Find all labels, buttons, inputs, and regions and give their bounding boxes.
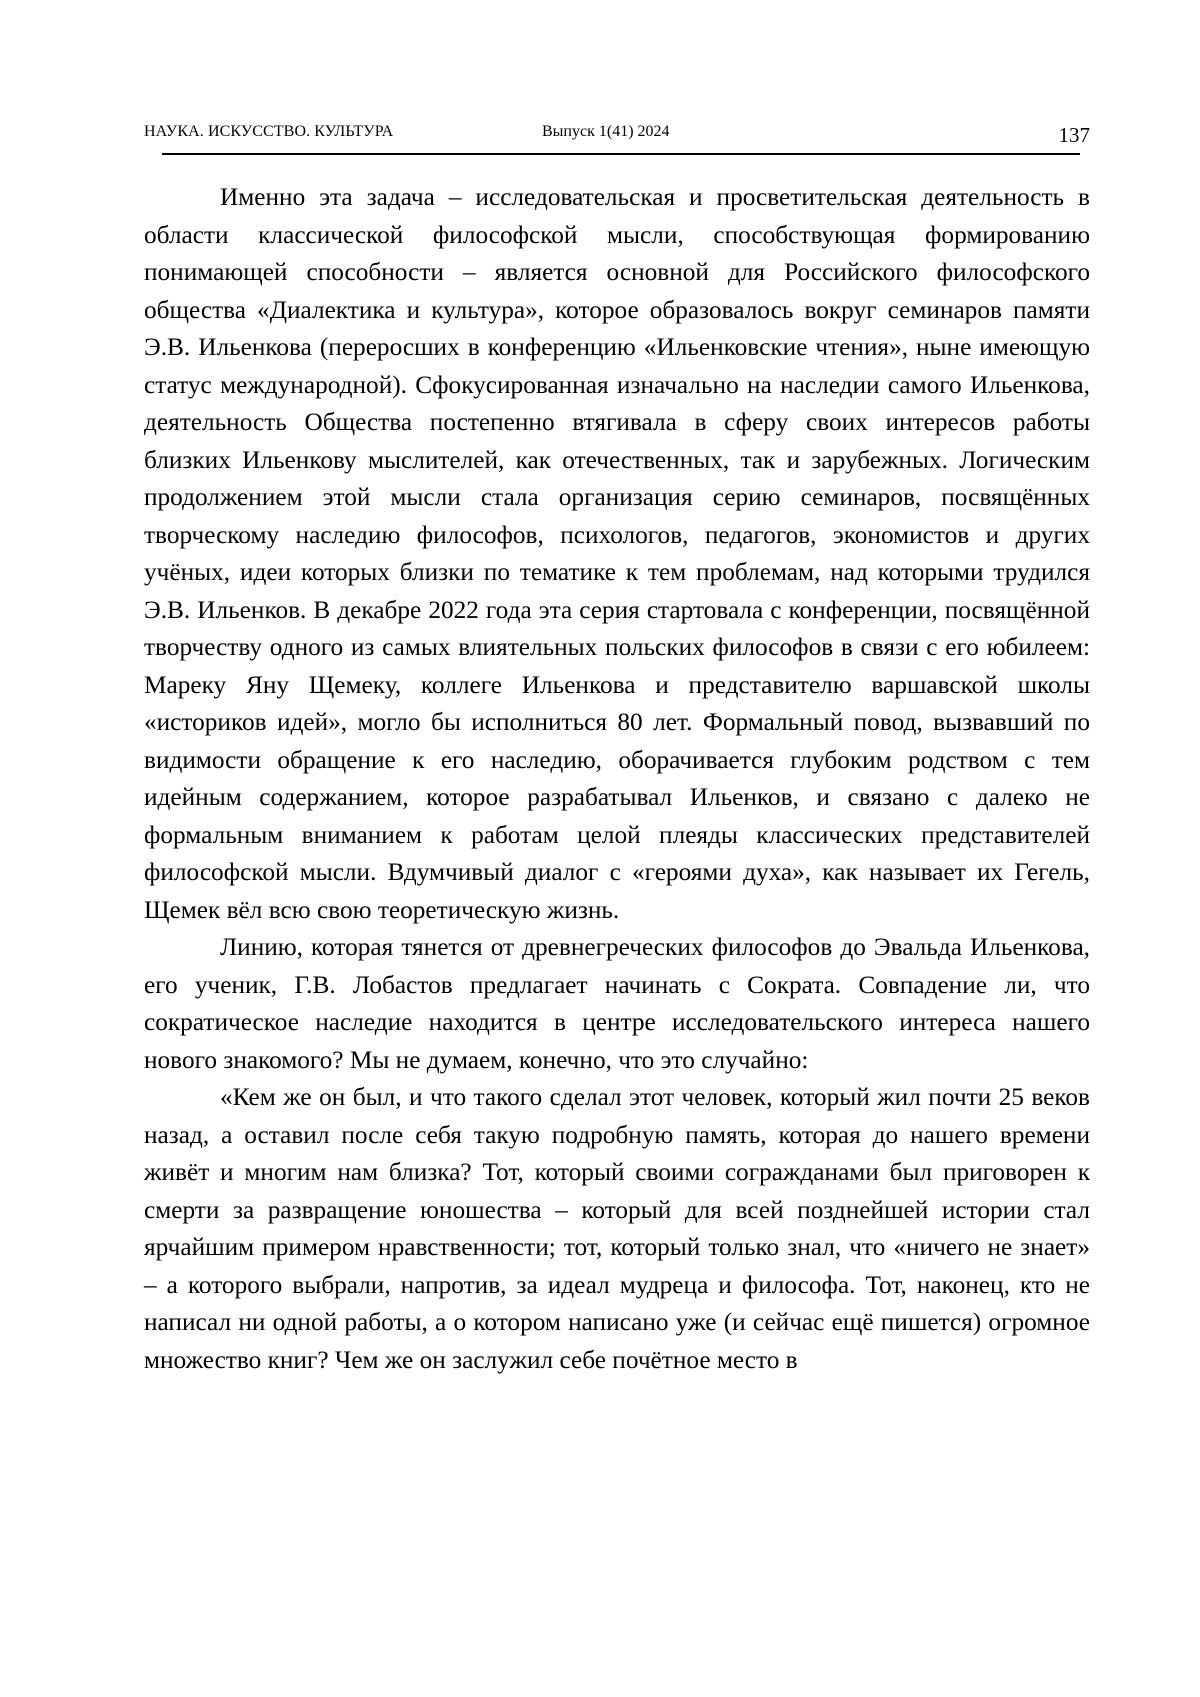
header-rule: [162, 153, 1080, 155]
journal-title: НАУКА. ИСКУССТВО. КУЛЬТУРА: [144, 123, 394, 140]
issue-label: Выпуск 1(41) 2024: [542, 123, 670, 140]
paragraph: Именно эта задача – исследовательская и просветительская деятельность в области классической философской мысли, способствующая формированию понимающей способности – является основной для Российского философского общества «Диалектика и культура», которое образовалось вокруг семинаров памяти Э.В. Ильенкова (переросших в конференцию «Ильенковские чтения», ныне имеющую статус международной). Сфокусированная изначально на наследии самого Ильенкова, деятельность Общества постепенно втягивала в сферу своих интересов работы близких Ильенкову мыслителей, как отечественных, так и зарубежных. Логическим продолжением этой мысли стала организация серию семинаров, посвящённых творческому наследию философов, психологов, педагогов, экономистов и других учёных, идеи которых близки по тематике к тем проблемам, над которыми трудился Э.В. Ильенков. В декабре 2022 года эта серия стартовала с конференции, посвящённой творчеству одного из самых влиятельных польских философов в связи с его юбилеем: Мареку Яну Щемеку, коллеге Ильенкова и представителю варшавской школы «историков идей», могло бы исполниться 80 лет. Формальный повод, вызвавший по видимости обращение к его наследию, оборачивается глубоким родством с тем идейным содержанием, которое разрабатывал Ильенков, и связано с далеко не формальным вниманием к работам целой плеяды классических представителей философской мысли. Вдумчивый диалог с «героями духа», как называет их Гегель, Щемек вёл всю свою теоретическую жизнь.: [144, 183, 1090, 924]
running-header: [144, 123, 1090, 159]
paragraph: «Кем же он был, и что такого сделал этот человек, который жил почти 25 веков назад, а оставил после себя такую подробную память, которая до нашего времени живёт и многим нам близка? Тот, который своими согражданами был приговорен к смерти за развращение юношества – который для всей позднейшей истории стал ярчайшим примером нравственности; тот, который только знал, что «ничего не знает» – а которого выбрали, напротив, за идеал мудреца и философа. Тот, наконец, кто не написал ни одной работы, а о котором написано уже (и сейчас ещё пишется) огромное множество книг? Чем же он заслужил себе почётное место в: [144, 1083, 1090, 1374]
paragraph: Линию, которая тянется от древнегреческих философов до Эвальда Ильенкова, его ученик, Г.В. Лобастов предлагает начинать с Сократа. Совпадение ли, что сократическое наследие находится в центре исследовательского интереса нашего нового знакомого? Мы не думаем, конечно, что это случайно:: [144, 933, 1090, 1074]
article-body: [144, 179, 1090, 1379]
page-number: 137: [1058, 123, 1090, 147]
